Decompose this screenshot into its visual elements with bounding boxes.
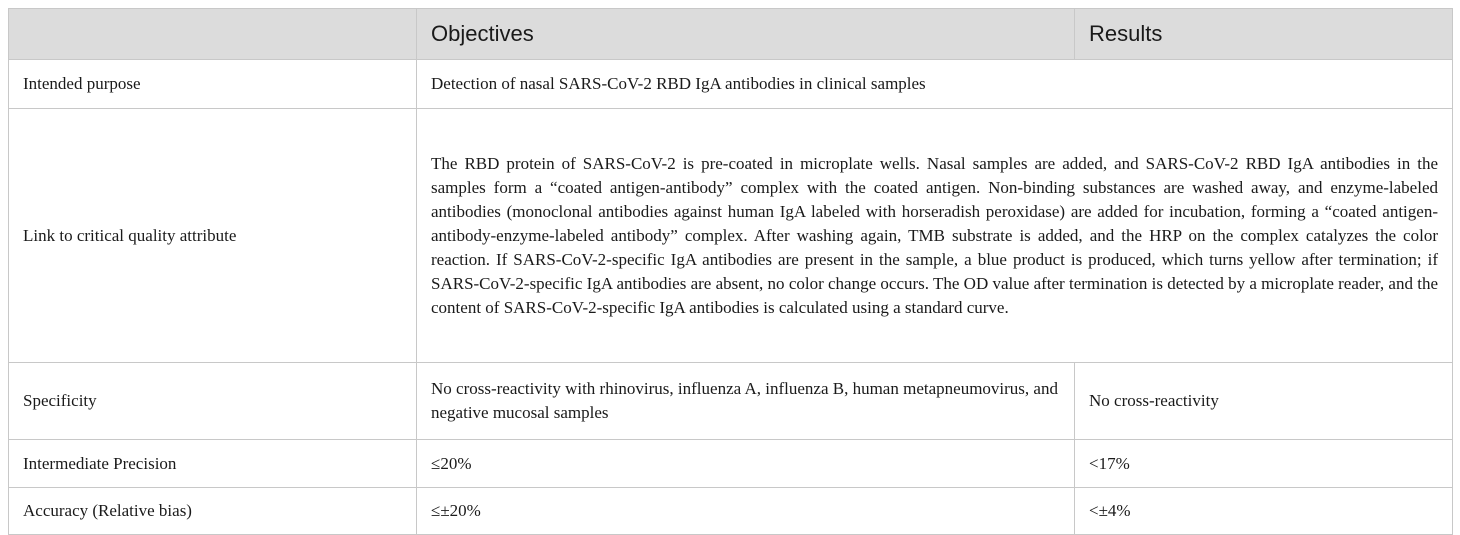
- header-row: [9, 9, 1453, 60]
- row-objective: Detection of nasal SARS-CoV-2 RBD IgA antibodies in clinical samples: [417, 60, 1453, 109]
- row-label: Intermediate Precision: [9, 440, 417, 488]
- header-results: Results: [1075, 9, 1453, 60]
- row-result: <17%: [1075, 440, 1453, 488]
- row-label: Specificity: [9, 363, 417, 440]
- table-row: [9, 363, 1453, 440]
- table-row: [9, 440, 1453, 488]
- table-row: [9, 488, 1453, 535]
- row-objective: The RBD protein of SARS-CoV-2 is pre-coated in microplate wells. Nasal samples are added, and SARS-CoV-2 RBD IgA antibodies in the samples form a “coated antigen-antibody” complex with the coated antigen. Non-binding substances are washed away, and enzyme-labeled antibodies (monoclonal antibodies against human IgA labeled with horseradish peroxidase) are added for incubation, forming a “coated antigen-antibody-enzyme-labeled antibody” complex. After washing again, TMB substrate is added, and the HRP on the complex catalyzes the color reaction. If SARS-CoV-2-specific IgA antibodies are present in the sample, a blue product is produced, which turns yellow after termination; if SARS-CoV-2-specific IgA antibodies are absent, no color change occurs. The OD value after termination is detected by a microplate reader, and the content of SARS-CoV-2-specific IgA antibodies is calculated using a standard curve.: [417, 109, 1453, 363]
- row-label: Link to critical quality attribute: [9, 109, 417, 363]
- row-result: No cross-reactivity: [1075, 363, 1453, 440]
- header-objectives: Objectives: [417, 9, 1075, 60]
- validation-table: [8, 8, 1453, 535]
- row-label: Intended purpose: [9, 60, 417, 109]
- table-row: [9, 109, 1453, 363]
- table-header: [9, 9, 1453, 60]
- header-parameter: [9, 9, 417, 60]
- row-objective: ≤±20%: [417, 488, 1075, 535]
- row-objective: ≤20%: [417, 440, 1075, 488]
- row-label: Accuracy (Relative bias): [9, 488, 417, 535]
- table-row: [9, 60, 1453, 109]
- row-objective: No cross-reactivity with rhinovirus, influenza A, influenza B, human metapneumovirus, and negative mucosal samples: [417, 363, 1075, 440]
- table-body: [9, 60, 1453, 535]
- row-result: <±4%: [1075, 488, 1453, 535]
